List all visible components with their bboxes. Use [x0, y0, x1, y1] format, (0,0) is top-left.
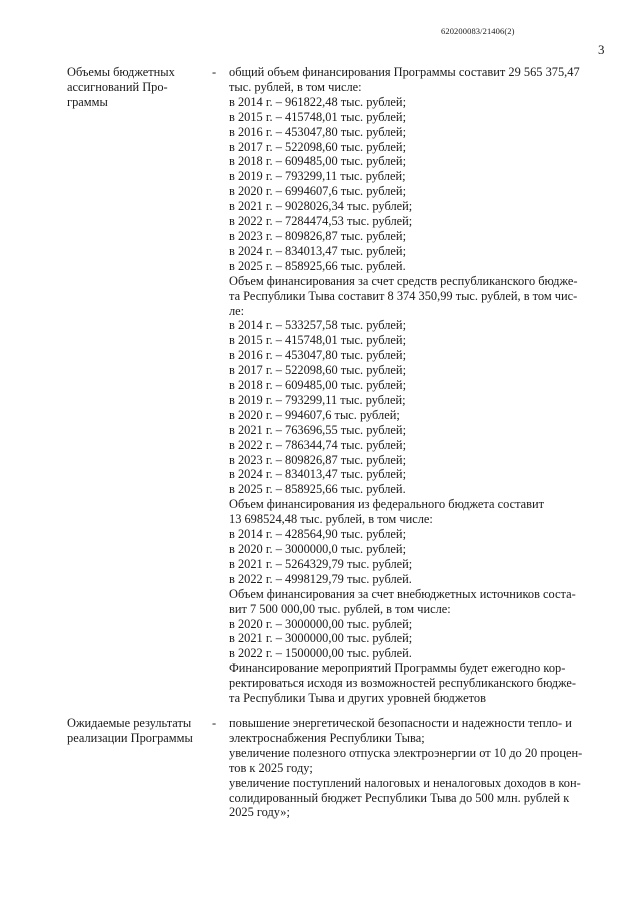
text-line: в 2025 г. – 858925,66 тыс. рублей. — [229, 482, 406, 497]
text-line: в 2022 г. – 1500000,00 тыс. рублей. — [229, 646, 412, 661]
text-line: в 2023 г. – 809826,87 тыс. рублей; — [229, 452, 407, 467]
text-line: в 2017 г. – 522098,60 тыс. рублей; — [229, 363, 407, 378]
text-line: в 2021 г. – 3000000,00 тыс. рублей; — [229, 631, 413, 646]
text-line: электроснабжения Республики Тыва; — [229, 730, 425, 745]
text-line: в 2020 г. – 3000000,00 тыс. рублей; — [229, 616, 413, 631]
text-line: в 2018 г. – 609485,00 тыс. рублей; — [229, 154, 407, 169]
text-line: ле: — [229, 303, 245, 318]
text-line: в 2015 г. – 415748,01 тыс. рублей; — [229, 109, 407, 124]
text-line: в 2016 г. – 453047,80 тыс. рублей; — [229, 348, 407, 363]
text-line: вит 7 500 000,00 тыс. рублей, в том числе: — [229, 601, 451, 616]
text-line: в 2014 г. – 428564,90 тыс. рублей; — [229, 527, 407, 542]
text-line: в 2024 г. – 834013,47 тыс. рублей; — [229, 243, 407, 258]
text-line: в 2017 г. – 522098,60 тыс. рублей; — [229, 139, 407, 154]
text-line: в 2020 г. – 994607,6 тыс. рублей; — [229, 407, 400, 422]
text-line: в 2014 г. – 533257,58 тыс. рублей; — [229, 318, 407, 333]
text-line: увеличение полезного отпуска электроэнергии от 10 до 20 процен- — [229, 745, 583, 760]
text-line: в 2018 г. – 609485,00 тыс. рублей; — [229, 378, 407, 393]
text-line: 2025 году»; — [229, 805, 290, 820]
text-line: в 2022 г. – 786344,74 тыс. рублей; — [229, 437, 407, 452]
text-line: в 2024 г. – 834013,47 тыс. рублей; — [229, 467, 407, 482]
text-line: в 2020 г. – 6994607,6 тыс. рублей; — [229, 184, 407, 199]
text-line: повышение энергетической безопасности и надежности тепло- и — [229, 716, 572, 730]
text-line: в 2022 г. – 7284474,53 тыс. рублей; — [229, 214, 413, 229]
text-line: Объем финансирования за счет внебюджетных источников соста- — [229, 586, 576, 601]
text-line: в 2019 г. – 793299,11 тыс. рублей; — [229, 392, 406, 407]
section-label: Объемы бюджетных ассигнований Про- граммы — [67, 65, 175, 109]
section-body — [229, 65, 607, 706]
text-line: увеличение поступлений налоговых и неналоговых доходов в кон- — [229, 775, 581, 790]
text-line: Финансирование мероприятий Программы будет ежегодно кор- — [229, 661, 566, 676]
text-line: в 2021 г. – 9028026,34 тыс. рублей; — [229, 199, 413, 214]
text-line: Объем финансирования за счет средств республиканского бюдже- — [229, 273, 578, 288]
text-line: в 2021 г. – 5264329,79 тыс. рублей; — [229, 556, 413, 571]
text-line: в 2016 г. – 453047,80 тыс. рублей; — [229, 124, 407, 139]
page-number: 3 — [598, 42, 605, 57]
text-line: та Республики Тыва составит 8 374 350,99 тыс. рублей, в том чис- — [229, 288, 578, 303]
text-line: 13 698524,48 тыс. рублей, в том числе: — [229, 512, 433, 527]
text-line: в 2014 г. – 961822,48 тыс. рублей; — [229, 94, 407, 109]
text-line: в 2015 г. – 415748,01 тыс. рублей; — [229, 333, 407, 348]
text-line: тов к 2025 году; — [229, 760, 313, 775]
text-line: общий объем финансирования Программы составит 29 565 375,47 — [229, 65, 580, 79]
text-line: Объем финансирования из федерального бюджета составит — [229, 497, 545, 512]
text-line: в 2020 г. – 3000000,0 тыс. рублей; — [229, 542, 407, 556]
section-dash: - — [212, 716, 217, 730]
section-label: Ожидаемые результаты реализации Программы — [67, 716, 193, 745]
text-line: тыс. рублей, в том числе: — [229, 79, 362, 94]
text-line: в 2019 г. – 793299,11 тыс. рублей; — [229, 169, 406, 184]
text-line: в 2023 г. – 809826,87 тыс. рублей; — [229, 228, 407, 243]
section-body — [229, 716, 607, 820]
text-line: солидированный бюджет Республики Тыва до 500 млн. рублей к — [229, 790, 570, 805]
text-line: та Республики Тыва и других уровней бюджетов — [229, 691, 486, 706]
text-line: в 2025 г. – 858925,66 тыс. рублей. — [229, 258, 406, 273]
document-registration-code: 620200083/21406(2) — [441, 26, 515, 36]
section-dash: - — [212, 65, 217, 79]
text-line: ректироваться исходя из возможностей республиканского бюдже- — [229, 676, 577, 691]
text-line: в 2022 г. – 4998129,79 тыс. рублей. — [229, 571, 412, 586]
text-line: в 2021 г. – 763696,55 тыс. рублей; — [229, 422, 407, 437]
